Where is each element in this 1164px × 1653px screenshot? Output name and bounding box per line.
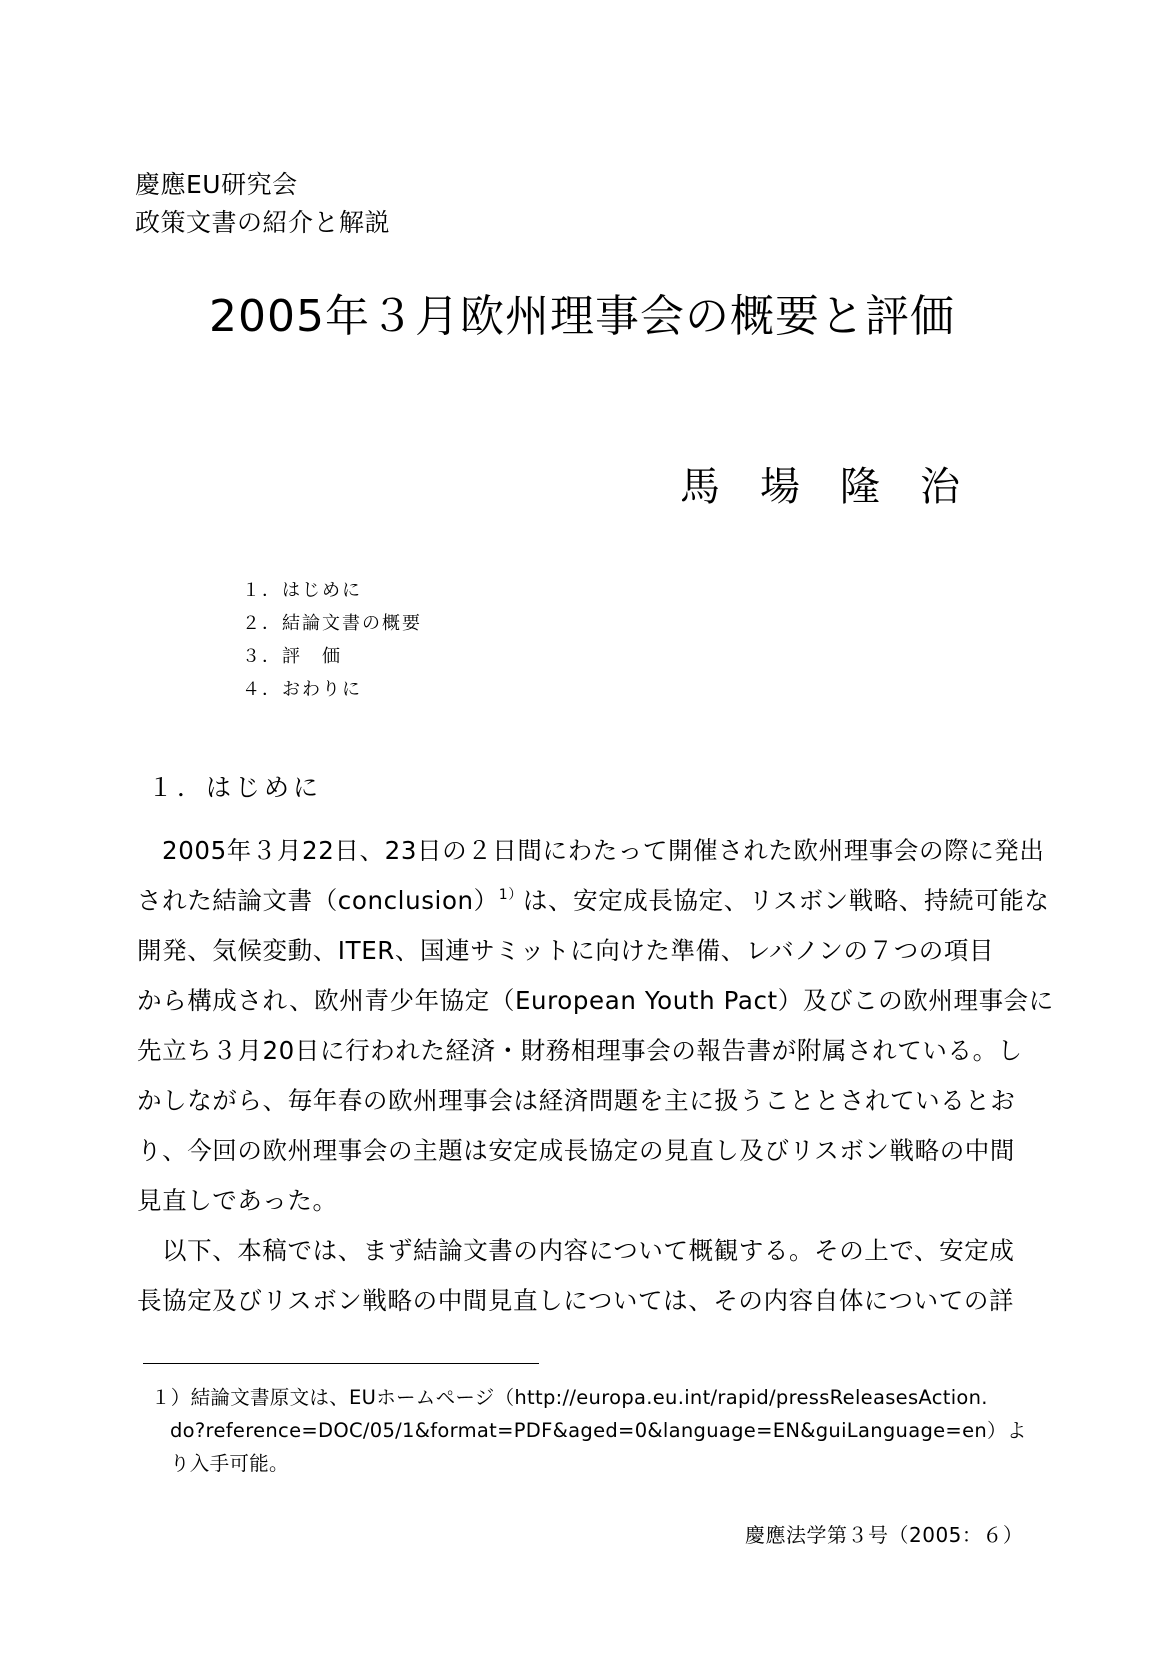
body-text [137,826,1054,1326]
body-line [137,876,1050,926]
body-line: から構成され、欧州青少年協定（European Youth Pact）及びこの欧州理事会に [137,986,1054,1015]
body-line: り、今回の欧州理事会の主題は安定成長協定の見直し及びリスボン戦略の中間 [137,1136,1016,1165]
body-line: 先立ち３月20日に行われた経済・財務相理事会の報告書が附属されている。し [137,1036,1023,1065]
table-of-contents [242,574,422,706]
body-line: 2005年３月22日、23日の２日間にわたって開催された欧州理事会の際に発出 [162,836,1045,865]
footnote-line: do?reference=DOC/05/1&format=PDF&aged=0&language=EN&guiLanguage=en）よ [170,1419,1027,1442]
footnote-reference[interactable]: 1） [498,887,523,903]
footnote-line: １）結論文書原文は、EUホームページ（http://europa.eu.int/rapid/pressReleasesAction. [151,1386,988,1409]
toc-item-4: ４．おわりに [242,679,362,700]
body-line-segment: された結論文書（conclusion） [137,886,499,915]
body-line: かしながら、毎年春の欧州理事会は経済問題を主に扱うこととされているとお [137,1086,1016,1115]
journal-citation-footer: 慶應法学第３号（2005：６） [745,1523,1024,1547]
toc-item-2: ２．結論文書の概要 [242,613,422,634]
body-line: 長協定及びリスボン戦略の中間見直しについては、その内容自体についての詳 [137,1286,1015,1315]
toc-item-1: １．はじめに [242,580,362,601]
header-organization: 慶應EU研究会 [135,170,298,199]
body-line-segment: は、安定成長協定、リスボン戦略、持続可能な [522,886,1050,915]
footnote [151,1381,1031,1480]
header-series: 政策文書の紹介と解説 [135,208,391,237]
body-line: 開発、気候変動、ITER、国連サミットに向けた準備、レバノンの７つの項目 [137,936,995,965]
footnote-line: り入手可能。 [170,1452,289,1475]
document-header [135,166,390,242]
author-name: 馬場隆治 [680,464,1000,510]
section-heading-introduction: １．はじめに [148,773,323,802]
body-line: 以下、本稿では、まず結論文書の内容について概観する。その上で、安定成 [162,1236,1015,1265]
paper-title: 2005年３月欧州理事会の概要と評価 [209,291,955,342]
body-line: 見直しであった。 [137,1186,338,1215]
toc-item-3: ３．評 価 [242,646,342,667]
footnote-divider [143,1363,539,1364]
